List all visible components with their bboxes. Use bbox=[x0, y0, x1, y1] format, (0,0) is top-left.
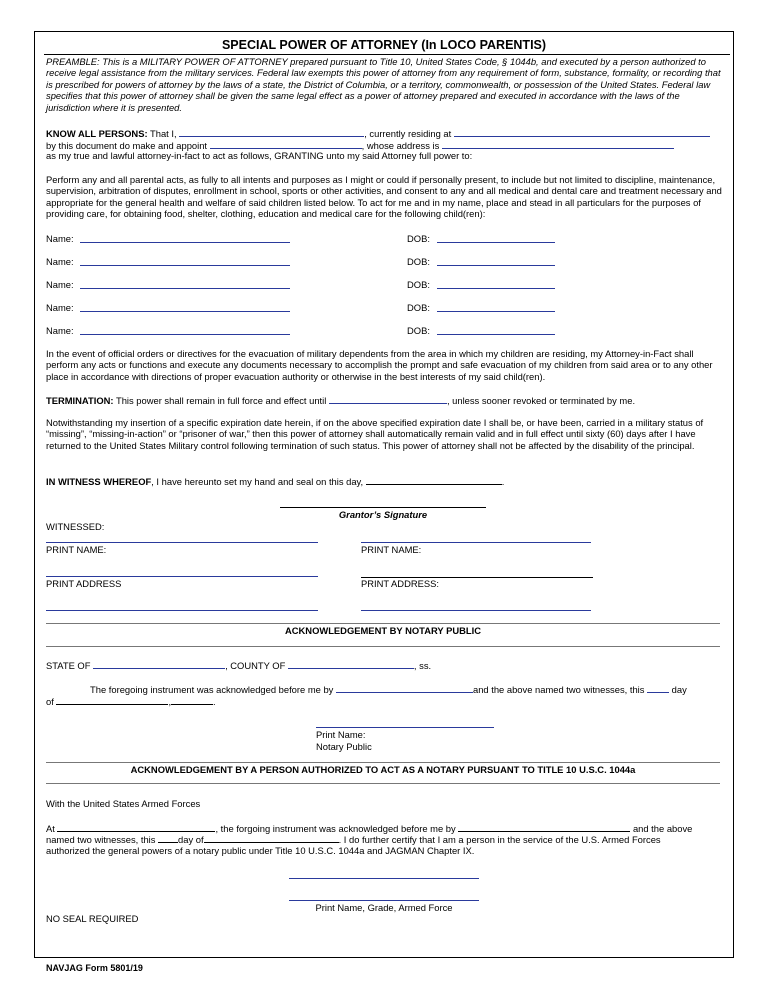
witnessed-label: WITNESSED: bbox=[46, 521, 105, 532]
child-dob-label-3: DOB: bbox=[407, 279, 430, 290]
notary-month-field[interactable] bbox=[56, 695, 168, 705]
child-dob-label-5: DOB: bbox=[407, 325, 430, 336]
notary-of-label: of bbox=[46, 696, 54, 707]
notary-day-field[interactable] bbox=[647, 683, 669, 693]
grantor-name-field[interactable] bbox=[179, 127, 364, 137]
day-of-text: day of bbox=[178, 834, 204, 845]
witness-whereof-text: , I have hereunto set my hand and seal on this day, bbox=[151, 476, 364, 487]
child-name-label-1: Name: bbox=[46, 233, 74, 244]
witness-whereof-line bbox=[46, 475, 504, 487]
termination-text-2: , unless sooner revoked or terminated by me. bbox=[446, 395, 636, 406]
child-name-label-3: Name: bbox=[46, 279, 74, 290]
grantor-signature-label: Grantor’s Signature bbox=[338, 509, 428, 520]
military-notary-name-field[interactable] bbox=[289, 900, 479, 901]
notary-of-line bbox=[46, 695, 216, 707]
print-name-grade-label: Print Name, Grade, Armed Force bbox=[315, 902, 453, 913]
termination-date-field[interactable] bbox=[329, 394, 447, 404]
child-dob-field-3[interactable] bbox=[437, 288, 555, 289]
child-name-field-5[interactable] bbox=[80, 334, 290, 335]
notwithstanding-paragraph: Notwithstanding my insertion of a specific expiration date herein, if on the above specified expiration date I shall be, or have been, carried in a military status of “missing”, “missing-in-action” or “prisoner of war,” then this power of attorney shall automatically remain valid and in full effect until sixty (60) days after I have returned to the United States Military control following termination of such status. This power of attorney shall not be affected by the disability of the principal. bbox=[46, 417, 704, 451]
title-rule bbox=[44, 54, 730, 55]
attorney-address-field[interactable] bbox=[442, 139, 674, 149]
grantor-signature-field[interactable] bbox=[280, 507, 486, 508]
child-name-field-4[interactable] bbox=[80, 311, 290, 312]
notary-day-label: day bbox=[671, 684, 687, 695]
attorney-name-field[interactable] bbox=[210, 139, 362, 149]
no-seal-required-text: NO SEAL REQUIRED bbox=[46, 913, 139, 924]
child-dob-label-4: DOB: bbox=[407, 302, 430, 313]
state-county-line bbox=[46, 659, 431, 671]
county-field[interactable] bbox=[288, 659, 414, 669]
granting-text: as my true and lawful attorney-in-fact to act as follows, GRANTING unto my said Attorney full power to: bbox=[46, 150, 473, 161]
child-name-field-1[interactable] bbox=[80, 242, 290, 243]
witness-2-print-name-label: PRINT NAME: bbox=[361, 544, 422, 555]
termination-label: TERMINATION: bbox=[46, 395, 114, 406]
military-notary-rule-top bbox=[46, 762, 720, 763]
child-dob-label-1: DOB: bbox=[407, 233, 430, 244]
grantor-address-field[interactable] bbox=[454, 127, 710, 137]
ss-label: , ss. bbox=[413, 660, 432, 671]
notary-rule-bottom bbox=[46, 646, 720, 647]
at-label: At bbox=[46, 823, 55, 834]
with-armed-forces-text: With the United States Armed Forces bbox=[46, 798, 201, 809]
notary-and-above-text: and the above named two witnesses, this bbox=[472, 684, 645, 695]
notary-year-field[interactable] bbox=[171, 695, 213, 705]
witness-1-address-field[interactable] bbox=[46, 610, 318, 611]
witness-whereof-label: IN WITNESS WHEREOF bbox=[46, 476, 152, 487]
notary-comma: , bbox=[168, 696, 172, 707]
notary-period: . bbox=[213, 696, 216, 707]
page-border bbox=[34, 31, 734, 958]
state-of-label: STATE OF bbox=[46, 660, 91, 671]
child-dob-field-5[interactable] bbox=[437, 334, 555, 335]
witness-2-signature-field[interactable] bbox=[361, 542, 591, 543]
military-acknowledged-by-field[interactable] bbox=[458, 822, 630, 832]
form-number: NAVJAG Form 5801/19 bbox=[46, 963, 143, 973]
state-field[interactable] bbox=[93, 659, 225, 669]
child-name-field-3[interactable] bbox=[80, 288, 290, 289]
know-label: KNOW ALL PERSONS: bbox=[46, 128, 148, 139]
perform-paragraph: Perform any and all parental acts, as fully to all intents and purposes as I might or could if personally present, to include but not limited to discipline, maintenance, supervision, arbitration of disputes, enrollment in school, sports or other activities, and consent to any and all medical and dental care and treatment necessary and appropriate for the general health and welfare of said children listed below. To act for me and in my name, place and stead in all particulars for the purposes of providing care, for obtaining food, shelter, clothing, education and medical care for the following child(ren): bbox=[46, 174, 722, 220]
termination-text: This power shall remain in full force and effect until bbox=[115, 395, 327, 406]
military-location-field[interactable] bbox=[57, 822, 215, 832]
named-two-text: named two witnesses, this bbox=[46, 834, 156, 845]
whose-address-text: , whose address is bbox=[361, 140, 440, 151]
military-day-field[interactable] bbox=[158, 833, 178, 843]
witness-2-address-field[interactable] bbox=[361, 610, 591, 611]
notary-acknowledged-by-field[interactable] bbox=[336, 683, 473, 693]
evacuation-paragraph: In the event of official orders or directives for the evacuation of military dependents from the area in which my children are residing, my Attorney-in-Fact shall perform any acts or functions and execute any documents necessary to accomplish the prompt and safe evacuation of my children from said area or to any other place in accordance with directions of proper evacuation authority or otherwise in the best interests of my said child(ren). bbox=[46, 348, 713, 382]
certify-text: . I do further certify that I am a person in the service of the U.S. Armed Forces bbox=[338, 834, 661, 845]
child-dob-label-2: DOB: bbox=[407, 256, 430, 267]
military-notary-rule-bottom bbox=[46, 783, 720, 784]
military-and-above-text: and the above bbox=[632, 823, 693, 834]
document-title: SPECIAL POWER OF ATTORNEY (In LOCO PARENTIS) bbox=[221, 38, 547, 52]
military-notary-signature-field[interactable] bbox=[289, 878, 479, 879]
notary-heading: ACKNOWLEDGEMENT BY NOTARY PUBLIC bbox=[284, 625, 481, 636]
child-name-field-2[interactable] bbox=[80, 265, 290, 266]
witness-2-print-address-label: PRINT ADDRESS: bbox=[361, 578, 439, 589]
know-line-1 bbox=[46, 127, 710, 139]
child-name-label-4: Name: bbox=[46, 302, 74, 313]
notary-foregoing-text: The foregoing instrument was acknowledged before me by bbox=[90, 684, 334, 695]
military-month-year-field[interactable] bbox=[204, 833, 339, 843]
appoint-text: by this document do make and appoint bbox=[46, 140, 208, 151]
forgoing-text: , the forgoing instrument was acknowledged before me by bbox=[215, 823, 456, 834]
authorized-text: authorized the general powers of a notary public under Title 10 U.S.C. 1044a and JAGMAN Chapter IX. bbox=[46, 845, 475, 856]
child-dob-field-2[interactable] bbox=[437, 265, 555, 266]
child-name-label-5: Name: bbox=[46, 325, 74, 336]
witness-1-name-field[interactable] bbox=[46, 576, 318, 577]
witness-1-signature-field[interactable] bbox=[46, 542, 318, 543]
notary-rule-top bbox=[46, 623, 720, 624]
preamble-text: PREAMBLE: This is a MILITARY POWER OF ATTORNEY prepared pursuant to Title 10, United States Code, § 1044b, and executed by a person authorized to receive legal assistance from the military services. Federal law exempts this power of attorney from any requirement of form, substance, formality, or recording that is prescribed for powers of attorney by the laws of a state, the District of Columbia, or a territory, commonwealth, or possession of the United States. Federal law specifies that this power of attorney shall be given the same legal effect as a power of attorney prepared and executed in accordance with the laws of the jurisdiction where it is presented. bbox=[46, 56, 721, 113]
child-dob-field-4[interactable] bbox=[437, 311, 555, 312]
witness-date-field[interactable] bbox=[366, 475, 502, 485]
notary-public-label: Notary Public bbox=[316, 741, 372, 752]
termination-line bbox=[46, 394, 635, 406]
child-dob-field-1[interactable] bbox=[437, 242, 555, 243]
witness-period: . bbox=[501, 476, 505, 487]
county-of-label: , COUNTY OF bbox=[225, 660, 286, 671]
residing-text: , currently residing at bbox=[364, 128, 452, 139]
notary-foregoing-line bbox=[90, 683, 687, 695]
child-name-label-2: Name: bbox=[46, 256, 74, 267]
notary-print-name-label: Print Name: bbox=[316, 729, 366, 740]
witness-1-print-name-label: PRINT NAME: bbox=[46, 544, 107, 555]
witness-1-print-address-label: PRINT ADDRESS bbox=[46, 578, 122, 589]
notary-signature-field[interactable] bbox=[316, 727, 494, 728]
military-notary-heading: ACKNOWLEDGEMENT BY A PERSON AUTHORIZED TO ACT AS A NOTARY PURSUANT TO TITLE 10 U.S.C. 1044a bbox=[130, 764, 636, 775]
that-i-text: That I, bbox=[150, 128, 177, 139]
military-named-line bbox=[46, 833, 661, 845]
